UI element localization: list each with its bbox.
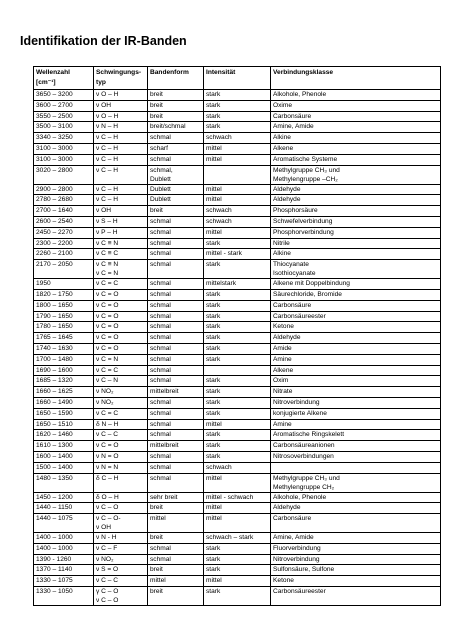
wavenumber-cell: 1370 – 1140 [34, 565, 94, 576]
wavenumber-cell: 1650 – 1590 [34, 408, 94, 419]
intensity-cell: stark [204, 90, 271, 101]
band-shape-cell: sehr breit [148, 492, 204, 503]
vibration-type-cell: ν C = O [94, 289, 148, 300]
band-shape-cell: schmal [148, 238, 204, 249]
table-row [34, 554, 441, 565]
intensity-cell: schwach – stark [204, 533, 271, 544]
vibration-type-cell: ν C – H [94, 133, 148, 144]
compound-class-cell: Carbonsäure [271, 514, 441, 533]
intensity-cell: stark [204, 122, 271, 133]
table-row [34, 492, 441, 503]
band-shape-cell: schmal [148, 343, 204, 354]
wavenumber-cell: 1620 – 1460 [34, 430, 94, 441]
band-shape-cell: schmal [148, 451, 204, 462]
table-row [34, 165, 441, 184]
band-shape-cell: schmal [148, 430, 204, 441]
wavenumber-cell: 1700 – 1480 [34, 354, 94, 365]
intensity-cell: stark [204, 343, 271, 354]
compound-class-cell: Alkene mit Doppelbindung [271, 279, 441, 290]
intensity-cell: stark [204, 238, 271, 249]
wavenumber-cell: 1600 – 1400 [34, 451, 94, 462]
intensity-cell: stark [204, 111, 271, 122]
wavenumber-cell: 1660 – 1490 [34, 397, 94, 408]
wavenumber-cell: 3600 – 2700 [34, 100, 94, 111]
column-header-wavenumber: Wellenzahl [cm⁻¹] [34, 67, 94, 90]
column-header-band-shape: Bandenform [148, 67, 204, 90]
vibration-type-cell: ν C – H [94, 143, 148, 154]
table-row [34, 249, 441, 260]
intensity-cell: stark [204, 311, 271, 322]
wavenumber-cell: 3550 – 2500 [34, 111, 94, 122]
intensity-cell: stark [204, 376, 271, 387]
intensity-cell: stark [204, 260, 271, 279]
compound-class-cell: Säurechloride, Bromide [271, 289, 441, 300]
table-row [34, 451, 441, 462]
wavenumber-cell: 1330 – 1050 [34, 587, 94, 606]
intensity-cell: stark [204, 397, 271, 408]
compound-class-cell: Aldehyde [271, 195, 441, 206]
band-shape-cell: breit [148, 587, 204, 606]
vibration-type-cell: ν C – H [94, 195, 148, 206]
band-shape-cell: schmal [148, 554, 204, 565]
intensity-cell: schwach [204, 462, 271, 473]
table-row [34, 238, 441, 249]
intensity-cell: schwach [204, 133, 271, 144]
band-shape-cell: schmal [148, 322, 204, 333]
band-shape-cell: mittel [148, 576, 204, 587]
intensity-cell: mittel [204, 514, 271, 533]
wavenumber-cell: 1610 – 1300 [34, 441, 94, 452]
intensity-cell: mittel - stark [204, 249, 271, 260]
compound-class-cell: Methylgruppe CH₃ und Methylengruppe –CH₂ [271, 165, 441, 184]
table-row [34, 184, 441, 195]
compound-class-cell: Aromatische Ringskelett [271, 430, 441, 441]
band-shape-cell: breit [148, 90, 204, 101]
wavenumber-cell: 2170 – 2050 [34, 260, 94, 279]
band-shape-cell: schmal [148, 300, 204, 311]
table-row [34, 576, 441, 587]
band-shape-cell: scharf [148, 143, 204, 154]
band-shape-cell: schmal [148, 462, 204, 473]
intensity-cell: stark [204, 300, 271, 311]
table-row [34, 376, 441, 387]
table-row [34, 279, 441, 290]
compound-class-cell: Thiocyanate Isothiocyanate [271, 260, 441, 279]
table-row [34, 565, 441, 576]
table-row [34, 154, 441, 165]
band-shape-cell: schmal [148, 473, 204, 492]
intensity-cell: mittelstark [204, 279, 271, 290]
vibration-type-cell: ν C ≡ N [94, 238, 148, 249]
intensity-cell: mittel [204, 419, 271, 430]
compound-class-cell: Nitroverbindung [271, 397, 441, 408]
wavenumber-cell: 3500 – 3100 [34, 122, 94, 133]
compound-class-cell: Nitrosoverbindungen [271, 451, 441, 462]
table-row [34, 311, 441, 322]
intensity-cell: stark [204, 333, 271, 344]
wavenumber-cell: 1690 – 1600 [34, 365, 94, 376]
compound-class-cell: Aldehyde [271, 333, 441, 344]
intensity-cell: stark [204, 441, 271, 452]
band-shape-cell: schmal [148, 279, 204, 290]
vibration-type-cell: ν N – H [94, 122, 148, 133]
table-row [34, 111, 441, 122]
table-row [34, 300, 441, 311]
compound-class-cell: Alkene [271, 365, 441, 376]
band-shape-cell: schmal [148, 397, 204, 408]
wavenumber-cell: 1740 – 1630 [34, 343, 94, 354]
wavenumber-cell: 1330 – 1075 [34, 576, 94, 587]
vibration-type-cell: ν C ≡ C [94, 249, 148, 260]
table-row [34, 430, 441, 441]
wavenumber-cell: 1800 – 1650 [34, 300, 94, 311]
compound-class-cell: Alkine [271, 133, 441, 144]
wavenumber-cell: 1950 [34, 279, 94, 290]
vibration-type-cell: ν P – H [94, 227, 148, 238]
compound-class-cell: Oxim [271, 376, 441, 387]
vibration-type-cell: ν C – C [94, 576, 148, 587]
intensity-cell: stark [204, 430, 271, 441]
vibration-type-cell: ν N - H [94, 533, 148, 544]
vibration-type-cell: ν C – N [94, 376, 148, 387]
compound-class-cell: Amide [271, 343, 441, 354]
compound-class-cell: Aldehyde [271, 503, 441, 514]
wavenumber-cell: 1400 – 1000 [34, 543, 94, 554]
page-title: Identifikation der IR-Banden [20, 34, 187, 48]
vibration-type-cell: ν S = O [94, 565, 148, 576]
intensity-cell: stark [204, 543, 271, 554]
vibration-type-cell: δ C – H [94, 473, 148, 492]
intensity-cell [204, 165, 271, 184]
compound-class-cell: Alkohole, Phenole [271, 90, 441, 101]
intensity-cell: mittel - schwach [204, 492, 271, 503]
table-row [34, 441, 441, 452]
column-header-compound-class: Verbindungsklasse [271, 67, 441, 90]
wavenumber-cell: 3650 – 3200 [34, 90, 94, 101]
intensity-cell: stark [204, 387, 271, 398]
wavenumber-cell: 2260 – 2100 [34, 249, 94, 260]
compound-class-cell: Nitroverbindung [271, 554, 441, 565]
vibration-type-cell: δ N – H [94, 419, 148, 430]
band-shape-cell: schmal [148, 365, 204, 376]
band-shape-cell: breit [148, 503, 204, 514]
wavenumber-cell: 2450 – 2270 [34, 227, 94, 238]
table-row [34, 195, 441, 206]
band-shape-cell: schmal [148, 408, 204, 419]
wavenumber-cell: 2900 – 2800 [34, 184, 94, 195]
table-row [34, 260, 441, 279]
table-row [34, 216, 441, 227]
wavenumber-cell: 1450 – 1200 [34, 492, 94, 503]
band-shape-cell: schmal [148, 543, 204, 554]
vibration-type-cell: ν C = O [94, 311, 148, 322]
vibration-type-cell: ν C = C [94, 408, 148, 419]
band-shape-cell: breit [148, 533, 204, 544]
compound-class-cell: Amine [271, 354, 441, 365]
intensity-cell: stark [204, 289, 271, 300]
compound-class-cell: Schwefelverbindung [271, 216, 441, 227]
wavenumber-cell: 2780 – 2680 [34, 195, 94, 206]
vibration-type-cell: ν O – H [94, 90, 148, 101]
band-shape-cell: mittel [148, 514, 204, 533]
intensity-cell: mittel [204, 184, 271, 195]
compound-class-cell: Ketone [271, 576, 441, 587]
compound-class-cell: Sulfonsäure, Sulfone [271, 565, 441, 576]
compound-class-cell: Aldehyde [271, 184, 441, 195]
band-shape-cell: schmal [148, 376, 204, 387]
intensity-cell: mittel [204, 576, 271, 587]
band-shape-cell: schmal [148, 311, 204, 322]
wavenumber-cell: 3340 – 3250 [34, 133, 94, 144]
intensity-cell: stark [204, 408, 271, 419]
vibration-type-cell: γ C – O ν C – O [94, 587, 148, 606]
compound-class-cell: konjugierte Alkene [271, 408, 441, 419]
compound-class-cell: Carbonsäureester [271, 311, 441, 322]
band-shape-cell: mittelbreit [148, 387, 204, 398]
table-row [34, 322, 441, 333]
compound-class-cell: Amine [271, 419, 441, 430]
band-shape-cell: schmal [148, 227, 204, 238]
compound-class-cell: Carbonsäureanionen [271, 441, 441, 452]
compound-class-cell: Carbonsäureester [271, 587, 441, 606]
compound-class-cell: Phosphorsäure [271, 206, 441, 217]
column-header-vibration-type: Schwingungs-typ [94, 67, 148, 90]
band-shape-cell: schmal [148, 249, 204, 260]
wavenumber-cell: 1480 – 1350 [34, 473, 94, 492]
wavenumber-cell: 1790 – 1650 [34, 311, 94, 322]
compound-class-cell: Alkene [271, 143, 441, 154]
table-row [34, 543, 441, 554]
wavenumber-cell: 2600 – 2540 [34, 216, 94, 227]
vibration-type-cell: ν N = N [94, 462, 148, 473]
table-row [34, 100, 441, 111]
intensity-cell: stark [204, 554, 271, 565]
vibration-type-cell: ν NO₂ [94, 387, 148, 398]
table-row [34, 365, 441, 376]
vibration-type-cell: ν NO₂ [94, 397, 148, 408]
vibration-type-cell: ν C = O [94, 322, 148, 333]
band-shape-cell: breit [148, 100, 204, 111]
compound-class-cell: Nitrile [271, 238, 441, 249]
vibration-type-cell: ν C = O [94, 333, 148, 344]
intensity-cell: mittel [204, 473, 271, 492]
intensity-cell: stark [204, 354, 271, 365]
wavenumber-cell: 2300 – 2200 [34, 238, 94, 249]
vibration-type-cell: ν C = N [94, 354, 148, 365]
compound-class-cell [271, 462, 441, 473]
band-shape-cell: breit/schmal [148, 122, 204, 133]
intensity-cell: schwach [204, 206, 271, 217]
vibration-type-cell: ν C ≡ N ν C = N [94, 260, 148, 279]
band-shape-cell: schmal [148, 289, 204, 300]
compound-class-cell: Ketone [271, 322, 441, 333]
vibration-type-cell: ν C – H [94, 154, 148, 165]
intensity-cell: stark [204, 322, 271, 333]
vibration-type-cell: ν C – F [94, 543, 148, 554]
table-row [34, 419, 441, 430]
band-shape-cell: mittelbreit [148, 441, 204, 452]
compound-class-cell: Amine, Amide [271, 533, 441, 544]
compound-class-cell: Alkohole, Phenole [271, 492, 441, 503]
table-row [34, 587, 441, 606]
wavenumber-cell: 1390 - 1260 [34, 554, 94, 565]
vibration-type-cell: ν C = C [94, 365, 148, 376]
band-shape-cell: schmal [148, 216, 204, 227]
vibration-type-cell: ν N = O [94, 451, 148, 462]
wavenumber-cell: 1440 – 1150 [34, 503, 94, 514]
table-row [34, 90, 441, 101]
compound-class-cell: Carbonsäure [271, 111, 441, 122]
intensity-cell: stark [204, 100, 271, 111]
band-shape-cell: breit [148, 565, 204, 576]
wavenumber-cell: 1780 – 1650 [34, 322, 94, 333]
vibration-type-cell: ν C – H [94, 184, 148, 195]
table-row [34, 354, 441, 365]
table-row [34, 514, 441, 533]
band-shape-cell: breit [148, 111, 204, 122]
vibration-type-cell: ν OH [94, 206, 148, 217]
table-header-row [34, 67, 441, 90]
vibration-type-cell: ν C = O [94, 343, 148, 354]
table-row [34, 533, 441, 544]
wavenumber-cell: 1660 – 1625 [34, 387, 94, 398]
table-row [34, 503, 441, 514]
vibration-type-cell: ν OH [94, 100, 148, 111]
wavenumber-cell: 2700 – 1640 [34, 206, 94, 217]
compound-class-cell: Phosphorverbindung [271, 227, 441, 238]
vibration-type-cell: ν O – H [94, 111, 148, 122]
intensity-cell: mittel [204, 154, 271, 165]
vibration-type-cell: ν C – H [94, 165, 148, 184]
table-row [34, 333, 441, 344]
wavenumber-cell: 1685 – 1320 [34, 376, 94, 387]
wavenumber-cell: 3020 – 2800 [34, 165, 94, 184]
band-shape-cell: schmal [148, 419, 204, 430]
vibration-type-cell: ν C = O [94, 300, 148, 311]
compound-class-cell: Oxime [271, 100, 441, 111]
table-row [34, 397, 441, 408]
table-row [34, 227, 441, 238]
band-shape-cell: breit [148, 206, 204, 217]
intensity-cell: stark [204, 587, 271, 606]
intensity-cell: stark [204, 565, 271, 576]
compound-class-cell: Alkine [271, 249, 441, 260]
vibration-type-cell: ν C = C [94, 279, 148, 290]
intensity-cell: mittel [204, 503, 271, 514]
wavenumber-cell: 1820 – 1750 [34, 289, 94, 300]
wavenumber-cell: 1400 – 1000 [34, 533, 94, 544]
table-row [34, 122, 441, 133]
vibration-type-cell: δ O – H [94, 492, 148, 503]
table-body [34, 90, 441, 606]
table-row [34, 289, 441, 300]
wavenumber-cell: 1440 – 1075 [34, 514, 94, 533]
intensity-cell: mittel [204, 143, 271, 154]
band-shape-cell: Dublett [148, 195, 204, 206]
compound-class-cell: Amine, Amide [271, 122, 441, 133]
vibration-type-cell: ν NO₂ [94, 554, 148, 565]
table-row [34, 387, 441, 398]
band-shape-cell: schmal [148, 333, 204, 344]
table-row [34, 473, 441, 492]
compound-class-cell: Nitrate [271, 387, 441, 398]
vibration-type-cell: ν C – O- ν OH [94, 514, 148, 533]
vibration-type-cell: ν C – C [94, 430, 148, 441]
intensity-cell: mittel [204, 195, 271, 206]
compound-class-cell: Fluorverbindung [271, 543, 441, 554]
compound-class-cell: Methylgruppe CH₃ und Methylengruppe CH₂ [271, 473, 441, 492]
compound-class-cell: Carbonsäure [271, 300, 441, 311]
intensity-cell: schwach [204, 216, 271, 227]
table-row [34, 143, 441, 154]
wavenumber-cell: 1650 – 1510 [34, 419, 94, 430]
table-row [34, 206, 441, 217]
band-shape-cell: Dublett [148, 184, 204, 195]
vibration-type-cell: ν C – O [94, 503, 148, 514]
wavenumber-cell: 1500 – 1400 [34, 462, 94, 473]
band-shape-cell: schmal [148, 260, 204, 279]
vibration-type-cell: ν S – H [94, 216, 148, 227]
intensity-cell: stark [204, 451, 271, 462]
ir-band-table [33, 66, 441, 606]
band-shape-cell: schmal [148, 133, 204, 144]
table-row [34, 343, 441, 354]
band-shape-cell: schmal [148, 154, 204, 165]
intensity-cell: mittel [204, 227, 271, 238]
wavenumber-cell: 1765 – 1645 [34, 333, 94, 344]
column-header-intensity: Intensität [204, 67, 271, 90]
band-shape-cell: schmal [148, 354, 204, 365]
intensity-cell [204, 365, 271, 376]
table-row [34, 462, 441, 473]
band-shape-cell: schmal, Dublett [148, 165, 204, 184]
table-row [34, 408, 441, 419]
table-row [34, 133, 441, 144]
wavenumber-cell: 3100 – 3000 [34, 154, 94, 165]
vibration-type-cell: ν C = O [94, 441, 148, 452]
wavenumber-cell: 3100 – 3000 [34, 143, 94, 154]
compound-class-cell: Aromatische Systeme [271, 154, 441, 165]
